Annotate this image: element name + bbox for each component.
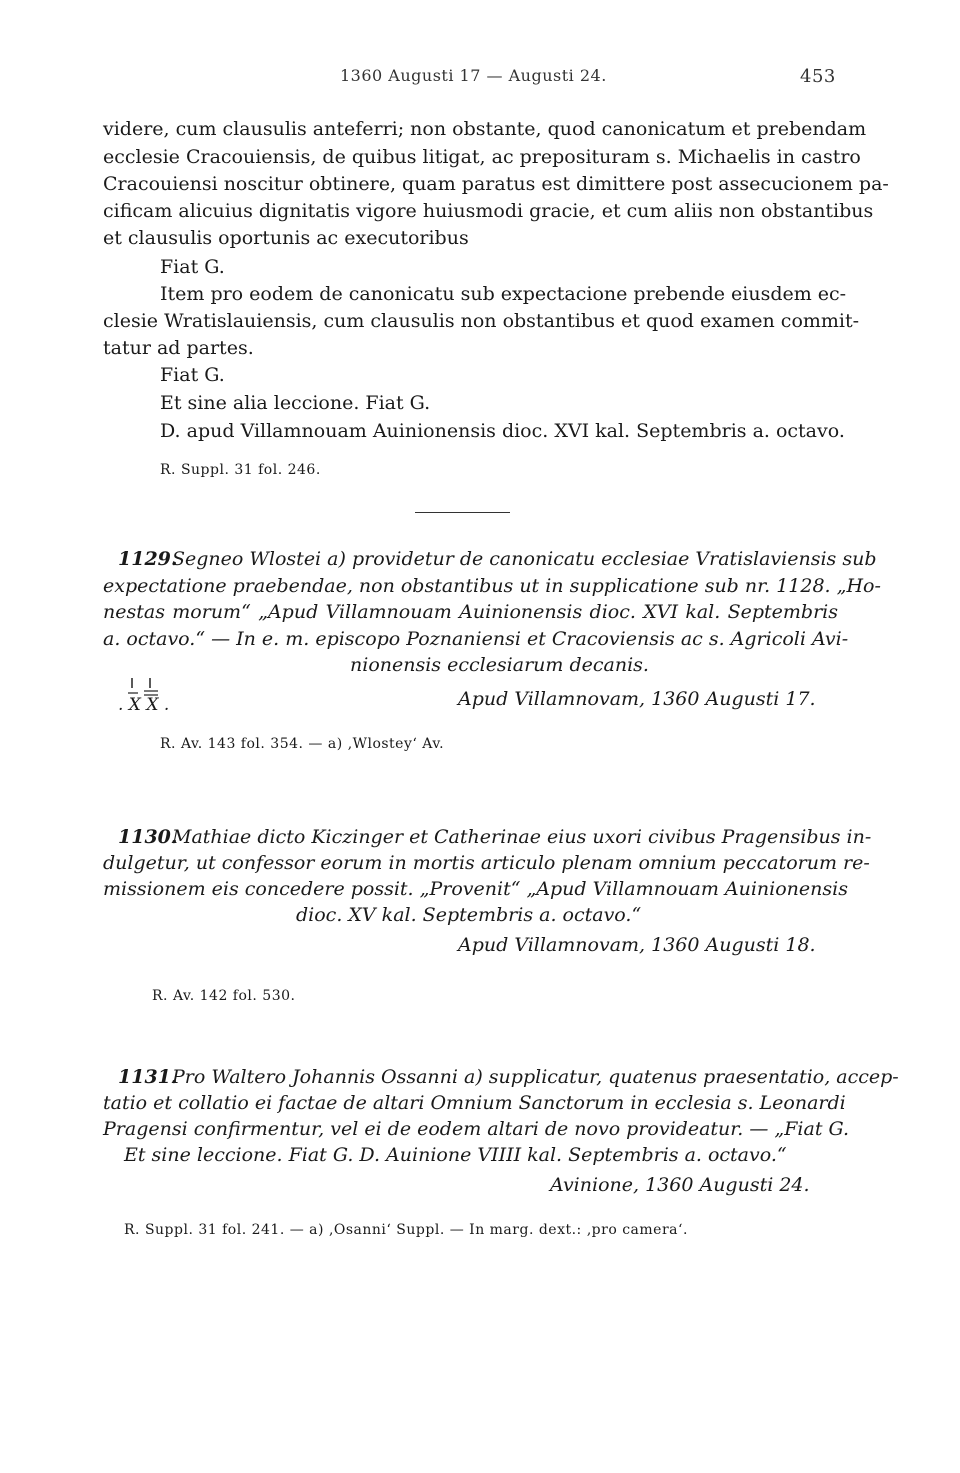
et-sine-line: Et sine alia leccione. Fiat G. — [160, 392, 431, 414]
item-line-2: clesie Wratislauiensis, cum clausulis non obstantibus et quod examen commit- — [103, 310, 860, 332]
entry-1130-source: R. Av. 142 fol. 530. — [152, 988, 296, 1004]
entry-1129-place-date: Apud Villamnovam, 1360 Augusti 17. — [458, 688, 816, 710]
dated-line: D. apud Villamnouam Auinionensis dioc. XVI kal. Septembris a. octavo. — [160, 420, 845, 442]
entry-1130-place-date: Apud Villamnovam, 1360 Augusti 18. — [458, 934, 816, 956]
continuation-line-5: et clausulis oportunis ac executoribus — [103, 227, 469, 249]
entry-number-1129: 1129. — [118, 548, 178, 570]
source-note: R. Suppl. 31 fol. 246. — [160, 462, 321, 478]
entry-1131-line-3: Pragensi confirmentur, vel ei de eodem altari de novo provideatur. — „Fiat G. — [103, 1118, 850, 1140]
entry-1129-line-4: a. octavo.“ — In e. m. episcopo Poznaniensi et Cracoviensis ac s. Agricoli Avi- — [103, 628, 849, 650]
continuation-line-2: ecclesie Cracouiensis, de quibus litigat, ac preposituram s. Michaelis in castro — [103, 146, 861, 168]
entry-1130-line-4: dioc. XV kal. Septembris a. octavo.“ — [296, 904, 642, 926]
entry-1131-place-date: Avinione, 1360 Augusti 24. — [550, 1174, 810, 1196]
entry-number-1130: 1130. — [118, 826, 178, 848]
entry-1129-line-1: Segneo Wlostei a) providetur de canonicatu ecclesiae Vratislaviensis sub — [172, 548, 877, 570]
page-number: 453 — [800, 66, 836, 87]
entry-number-1131: 1131. — [118, 1066, 178, 1088]
entry-1130-line-3: missionem eis concedere possit. „Provenit“ „Apud Villamnouam Auinionensis — [103, 878, 848, 900]
running-header: 1360 Augusti 17 — Augusti 24. — [340, 66, 607, 85]
fiat-1: Fiat G. — [160, 256, 225, 278]
entry-1131-line-2: tatio et collatio ei factae de altari Omnium Sanctorum in ecclesia s. Leonardi — [103, 1092, 846, 1114]
entry-1130-line-1: Mathiae dicto Kiczinger et Catherinae eius uxori civibus Pragensibus in- — [172, 826, 872, 848]
fiat-2: Fiat G. — [160, 364, 225, 386]
registry-mark-text: . X X . — [118, 695, 170, 715]
entry-1129-line-5: nionensis ecclesiarum decanis. — [350, 654, 649, 676]
item-line-1: Item pro eodem de canonicatu sub expectacione prebende eiusdem ec- — [160, 283, 847, 305]
entry-1131-source: R. Suppl. 31 fol. 241. — a) ‚Osanni‘ Suppl. — In marg. dext.: ‚pro camera‘. — [124, 1222, 688, 1238]
entry-1129-line-2: expectatione praebendae, non obstantibus ut in supplicatione sub nr. 1128. „Ho- — [103, 575, 881, 597]
continuation-line-3: Cracouiensi noscitur obtinere, quam paratus est dimittere post assecucionem pa- — [103, 173, 889, 195]
entry-1130-line-2: dulgetur, ut confessor eorum in mortis articulo plenam omnium peccatorum re- — [103, 852, 870, 874]
entry-1129-source: R. Av. 143 fol. 354. — a) ‚Wlostey‘ Av. — [160, 736, 445, 752]
entry-1131-line-1: Pro Waltero Johannis Ossanni a) supplicatur, quatenus praesentatio, accep- — [172, 1066, 899, 1088]
entry-1131-line-4: Et sine leccione. Fiat G. D. Auinione VIIII kal. Septembris a. octavo.“ — [124, 1144, 787, 1166]
separator-rule — [415, 512, 510, 513]
item-line-3: tatur ad partes. — [103, 337, 254, 359]
continuation-line-1: videre, cum clausulis anteferri; non obstante, quod canonicatum et prebendam — [103, 118, 867, 140]
entry-1129-line-3: nestas morum“ „Apud Villamnouam Auinionensis dioc. XVI kal. Septembris — [103, 601, 838, 623]
continuation-line-4: cificam alicuius dignitatis vigore huiusmodi gracie, et cum aliis non obstantibus — [103, 200, 874, 222]
